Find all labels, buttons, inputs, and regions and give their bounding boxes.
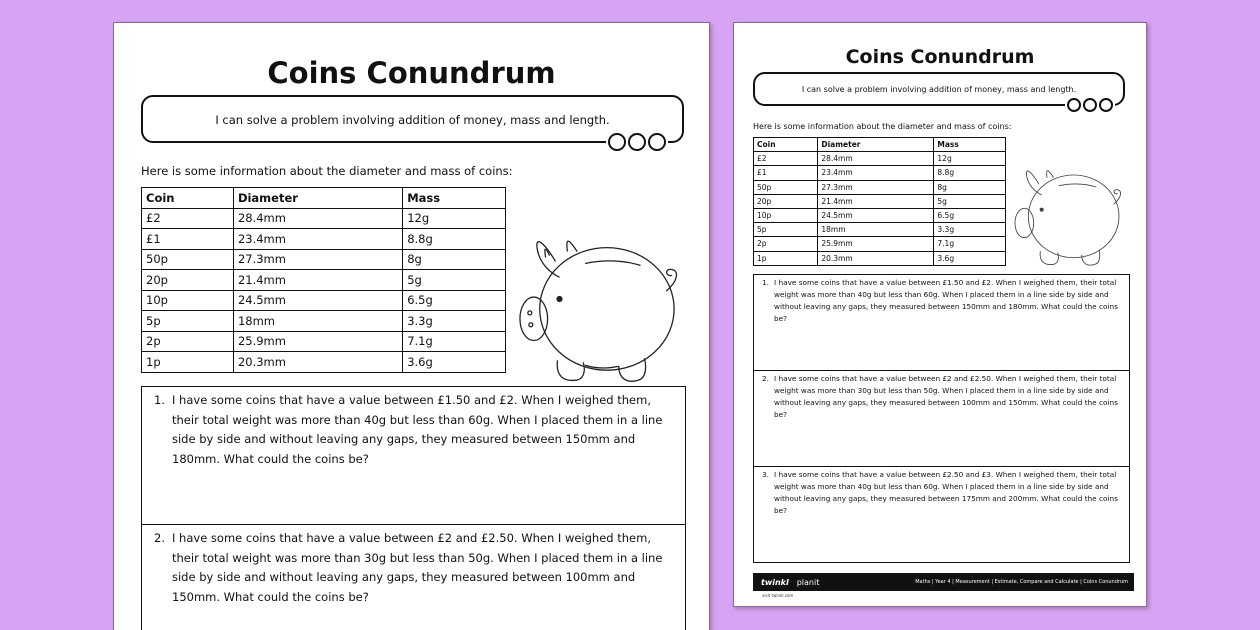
table-cell: 27.3mm [818,180,934,194]
table-header-row [754,138,1006,152]
table-cell: £1 [754,166,818,180]
table-cell: 8g [934,180,1006,194]
table-row [142,290,506,311]
coin-table [141,187,506,373]
table-row [142,270,506,291]
table-cell: £1 [142,229,234,250]
question-box[interactable] [142,525,685,630]
question-number: 2. [762,374,769,383]
table-cell: 5g [934,194,1006,208]
circle-icon [628,133,646,151]
piggy-bank-icon [516,211,684,391]
circle-icon [1083,98,1097,112]
table-cell: 50p [754,180,818,194]
question-box[interactable] [754,467,1129,562]
circle-icon [608,133,626,151]
table-cell: 27.3mm [233,249,402,270]
piggy-bank-icon [1012,151,1126,271]
table-row [754,166,1006,180]
table-cell: 23.4mm [818,166,934,180]
table-cell: 24.5mm [818,208,934,222]
footer-breadcrumb: Maths | Year 4 | Measurement | Estimate, Compare and Calculate | Coins Conundrum [915,579,1128,585]
table-cell: 5p [754,223,818,237]
table-row [142,229,506,250]
question-box[interactable] [754,371,1129,467]
table-cell: 6.5g [403,290,506,311]
table-cell: 12g [934,152,1006,166]
table-row [142,352,506,373]
table-cell: 10p [754,208,818,222]
table-cell: 21.4mm [818,194,934,208]
table-row [754,180,1006,194]
learning-objective [141,95,684,143]
table-cell: 1p [142,352,234,373]
table-cell: 20.3mm [233,352,402,373]
table-cell: 18mm [818,223,934,237]
learning-objective [753,72,1125,106]
table-cell: 18mm [233,311,402,332]
table-cell: 8.8g [403,229,506,250]
learning-objective-text: I can solve a problem involving addition of money, mass and length. [215,113,610,127]
question-text: I have some coins that have a value between £2 and £2.50. When I weighed them, their total weight was more than 30g but less than 50g. When I placed them in a line side by side and without leaving any gaps, they measured between 100mm and 150mm. What could the coins be? [774,374,1118,419]
circle-icon [648,133,666,151]
table-cell: 2p [142,331,234,352]
table-row [754,223,1006,237]
table-cell: 28.4mm [818,152,934,166]
objective-circles [1065,98,1115,112]
question-number: 1. [762,278,769,287]
table-cell: 7.1g [403,331,506,352]
question-number: 3. [762,470,769,479]
table-row [142,208,506,229]
table-cell: 3.6g [403,352,506,373]
table-cell: £2 [142,208,234,229]
intro-text: Here is some information about the diameter and mass of coins: [141,164,513,178]
question-number: 2. [154,531,165,545]
site-link[interactable]: visit twinkl.com [762,593,794,598]
table-cell: 28.4mm [233,208,402,229]
table-cell: 25.9mm [233,331,402,352]
objective-circles [606,133,668,151]
learning-objective-text: I can solve a problem involving addition of money, mass and length. [801,85,1077,94]
question-text: I have some coins that have a value between £2 and £2.50. When I weighed them, their total weight was more than 30g but less than 50g. When I placed them in a line side by side and without leaving any gaps, they measured between 100mm and 150mm. What could the coins be? [172,531,663,604]
table-cell: 3.6g [934,251,1006,265]
table-row [142,331,506,352]
column-header: Coin [142,188,234,209]
circle-icon [1099,98,1113,112]
table-cell: 8.8g [934,166,1006,180]
table-cell: 12g [403,208,506,229]
table-cell: 10p [142,290,234,311]
column-header: Diameter [818,138,934,152]
table-row [754,208,1006,222]
table-cell: 20p [754,194,818,208]
question-boxes [753,274,1130,563]
table-row [754,194,1006,208]
question-box[interactable] [754,275,1129,371]
table-cell: 5g [403,270,506,291]
table-cell: 8g [403,249,506,270]
table-row [142,249,506,270]
worksheet-preview-large [113,22,710,630]
column-header: Coin [754,138,818,152]
table-cell: 6.5g [934,208,1006,222]
question-boxes [141,386,686,630]
table-cell: 3.3g [403,311,506,332]
circle-icon [1067,98,1081,112]
table-cell: 2p [754,237,818,251]
table-header-row [142,188,506,209]
column-header: Diameter [233,188,402,209]
table-row [754,237,1006,251]
worksheet-preview-small [733,22,1147,607]
question-text: I have some coins that have a value between £1.50 and £2. When I weighed them, their total weight was more than 40g but less than 60g. When I placed them in a line side by side and without leaving any gaps, they measured between 150mm and 180mm. What could the coins be? [172,393,663,466]
column-header: Mass [934,138,1006,152]
table-row [754,251,1006,265]
footer-bar [753,573,1134,591]
table-cell: £2 [754,152,818,166]
table-cell: 7.1g [934,237,1006,251]
table-cell: 5p [142,311,234,332]
question-number: 1. [154,393,165,407]
worksheet-title: Coins Conundrum [267,56,556,90]
table-cell: 20.3mm [818,251,934,265]
table-row [754,152,1006,166]
table-cell: 1p [754,251,818,265]
table-row [142,311,506,332]
table-cell: 23.4mm [233,229,402,250]
question-text: I have some coins that have a value between £1.50 and £2. When I weighed them, their total weight was more than 40g but less than 60g. When I placed them in a line side by side and without leaving any gaps, they measured between 150mm and 180mm. What could the coins be? [774,278,1118,323]
table-cell: 21.4mm [233,270,402,291]
question-text: I have some coins that have a value between £2.50 and £3. When I weighed them, their total weight was more than 40g but less than 60g. When I placed them in a line side by side and without leaving any gaps, they measured between 175mm and 200mm. What could the coins be? [774,470,1118,515]
table-cell: 20p [142,270,234,291]
column-header: Mass [403,188,506,209]
planit-logo: planit [796,577,820,587]
coin-table [753,137,1006,266]
table-cell: 24.5mm [233,290,402,311]
intro-text: Here is some information about the diameter and mass of coins: [753,122,1012,131]
table-cell: 25.9mm [818,237,934,251]
twinkl-logo: twinkl [761,577,789,587]
table-cell: 50p [142,249,234,270]
worksheet-title: Coins Conundrum [845,46,1035,68]
table-cell: 3.3g [934,223,1006,237]
question-box[interactable] [142,387,685,525]
